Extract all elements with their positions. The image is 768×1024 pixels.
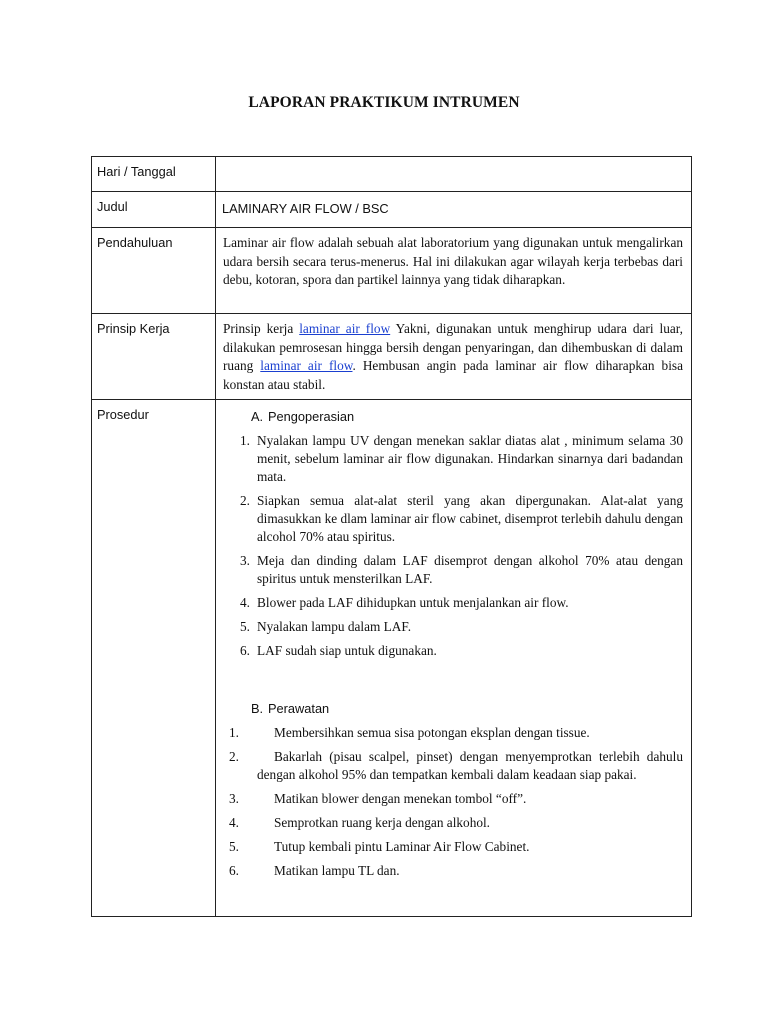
label-cell-prosedur bbox=[92, 400, 216, 917]
list-item bbox=[223, 618, 683, 636]
list-item-number: 6. bbox=[240, 643, 250, 658]
list-item-text: Nyalakan lampu UV dengan menekan saklar diatas alat , minimum selama 30 menit, sebelum laminar air flow digunakan. Hindarkan sinarnya dari badandan mata. bbox=[257, 433, 683, 484]
label-prosedur: Prosedur bbox=[97, 407, 149, 422]
list-item-number: 5. bbox=[229, 839, 239, 854]
section-b-letter: B. bbox=[251, 701, 264, 716]
row-pendahuluan bbox=[92, 228, 692, 314]
list-item-number: 4. bbox=[240, 595, 250, 610]
row-prinsip bbox=[92, 314, 692, 400]
list-item bbox=[223, 862, 683, 880]
value-cell-prosedur bbox=[216, 400, 692, 917]
value-judul: LAMINARY AIR FLOW / BSC bbox=[222, 201, 389, 216]
list-item-text: Bakarlah (pisau scalpel, pinset) dengan menyemprotkan terlebih dahulu dengan alkohol 95% dan tempatkan kembali dalam keadaan siap pakai. bbox=[257, 749, 683, 782]
list-item bbox=[223, 790, 683, 808]
document-title: LAPORAN PRAKTIKUM INTRUMEN bbox=[248, 94, 520, 111]
list-item-text: Meja dan dinding dalam LAF disemprot dengan alkohol 70% atau dengan spiritus untuk mensterilkan LAF. bbox=[257, 553, 683, 586]
list-item-text: LAF sudah siap untuk digunakan. bbox=[257, 643, 437, 658]
list-item-number: 2. bbox=[229, 749, 239, 764]
list-item-text: Nyalakan lampu dalam LAF. bbox=[257, 619, 412, 634]
list-item bbox=[223, 748, 683, 784]
list-item-number: 3. bbox=[229, 791, 239, 806]
section-a-title: Pengoperasian bbox=[268, 409, 355, 424]
section-b-title: Perawatan bbox=[268, 701, 330, 716]
label-cell-prinsip bbox=[92, 314, 216, 400]
value-cell-judul bbox=[216, 192, 692, 228]
label-judul: Judul bbox=[97, 199, 128, 214]
prinsip-text bbox=[216, 314, 691, 394]
label-cell-hari bbox=[92, 157, 216, 192]
list-item bbox=[223, 432, 683, 486]
report-table bbox=[91, 156, 692, 917]
section-a-heading bbox=[223, 408, 683, 426]
label-prinsip: Prinsip Kerja bbox=[97, 321, 170, 336]
value-cell-prinsip bbox=[216, 314, 692, 400]
section-b-heading bbox=[223, 700, 683, 718]
list-item-text: Siapkan semua alat-alat steril yang akan dipergunakan. Alat-alat yang dimasukkan ke dlam laminar air flow cabinet, disemprot terlebih dahulu dengan alcohol 70% atau spiritus. bbox=[257, 493, 683, 544]
label-cell-pendahuluan bbox=[92, 228, 216, 314]
list-item-text: Matikan blower dengan menekan tombol “off”. bbox=[274, 791, 527, 806]
list-item-text: Semprotkan ruang kerja dengan alkohol. bbox=[274, 815, 491, 830]
value-cell-pendahuluan bbox=[216, 228, 692, 314]
list-item-number: 6. bbox=[229, 863, 239, 878]
list-item bbox=[223, 552, 683, 588]
list-item-number: 5. bbox=[240, 619, 250, 634]
list-item bbox=[223, 642, 683, 660]
link-laminar-air-flow-1[interactable]: laminar air flow bbox=[299, 321, 391, 336]
list-item bbox=[223, 814, 683, 832]
list-item bbox=[223, 724, 683, 742]
prinsip-part-1: Prinsip kerja bbox=[223, 321, 300, 336]
list-item-number: 3. bbox=[240, 553, 250, 568]
list-item bbox=[223, 838, 683, 856]
prinsip-part-3: . Hembusan angin pada laminar air flow diharapkan bisa konstan atau stabil. bbox=[223, 358, 683, 392]
list-item-number: 2. bbox=[240, 493, 250, 508]
list-item-number: 1. bbox=[229, 725, 239, 740]
pendahuluan-text: Laminar air flow adalah sebuah alat laboratorium yang digunakan untuk mengalirkan udara bersih secara terus-menerus. Hal ini dilakukan agar wilayah kerja terbebas dari debu, kotoran, spora dan partikel lainnya yang tidak diharapkan. bbox=[223, 235, 683, 287]
row-prosedur bbox=[92, 400, 692, 917]
label-pendahuluan: Pendahuluan bbox=[97, 235, 173, 250]
row-hari bbox=[92, 157, 692, 192]
list-item-text: Tutup kembali pintu Laminar Air Flow Cabinet. bbox=[274, 839, 530, 854]
list-item-number: 1. bbox=[240, 433, 250, 448]
prinsip-part-2: Yakni, digunakan untuk menghirup udara dari luar, dilakukan pemrosesan hingga bersih dengan penyaringan, dan dihembuskan di dalam ruang bbox=[223, 321, 683, 373]
list-item bbox=[223, 492, 683, 546]
value-cell-hari bbox=[216, 157, 692, 192]
link-laminar-air-flow-2[interactable]: laminar air flow bbox=[260, 358, 353, 373]
list-item-text: Matikan lampu TL dan. bbox=[274, 863, 400, 878]
list-item-text: Blower pada LAF dihidupkan untuk menjalankan air flow. bbox=[257, 595, 569, 610]
pengoperasian-list bbox=[223, 432, 683, 660]
perawatan-list bbox=[223, 724, 683, 880]
label-cell-judul bbox=[92, 192, 216, 228]
label-hari: Hari / Tanggal bbox=[97, 164, 176, 179]
row-judul bbox=[92, 192, 692, 228]
list-item-number: 4. bbox=[229, 815, 239, 830]
list-item-text: Membersihkan semua sisa potongan eksplan dengan tissue. bbox=[274, 725, 590, 740]
value-hari bbox=[216, 157, 691, 163]
list-item bbox=[223, 594, 683, 612]
section-a-letter: A. bbox=[251, 409, 264, 424]
